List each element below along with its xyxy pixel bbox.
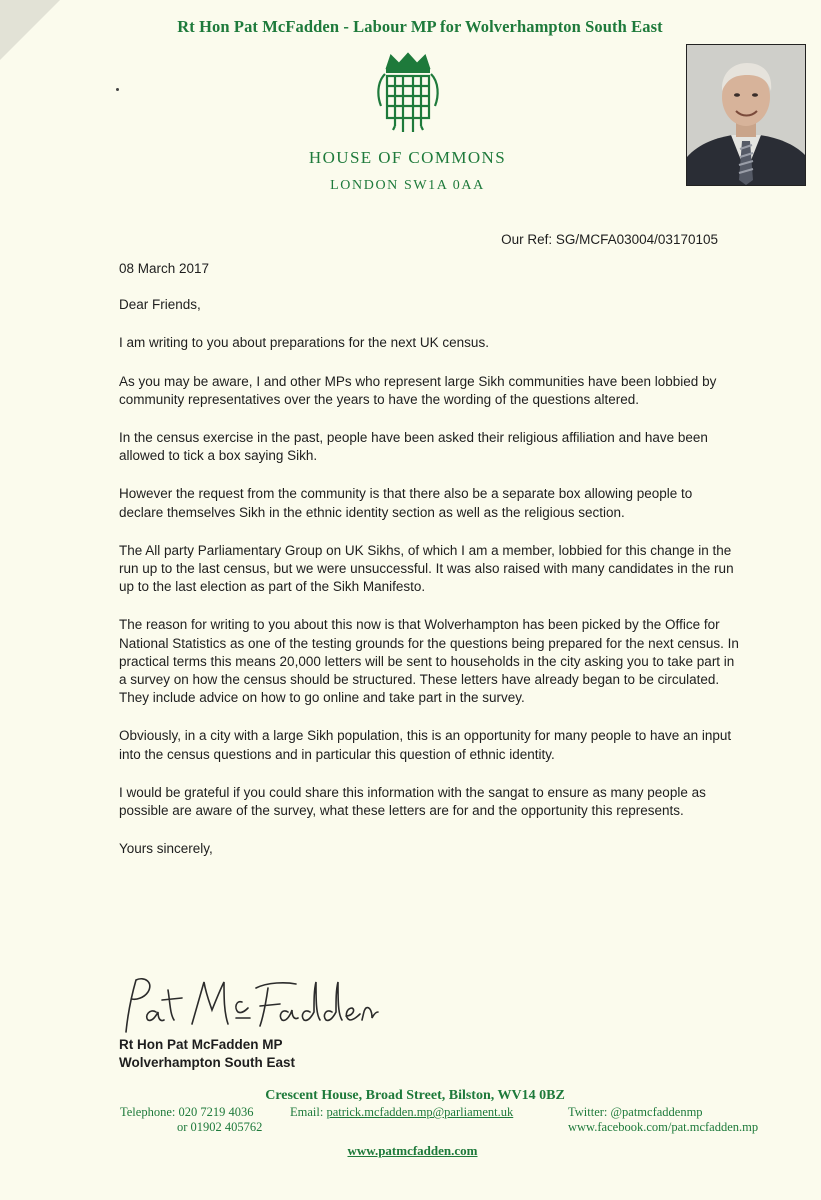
signatory-constituency: Wolverhampton South East	[119, 1055, 296, 1070]
mp-portrait-photo	[686, 44, 806, 186]
closing: Yours sincerely,	[119, 841, 213, 857]
letter-body	[119, 260, 739, 878]
paper-mark	[116, 88, 119, 91]
portrait-illustration	[687, 45, 805, 185]
paragraph: Obviously, in a city with a large Sikh population, this is an opportunity for many people to have an input into the census questions and in particular this question of ethnic identity.	[119, 728, 732, 762]
paragraph: The reason for writing to you about this now is that Wolverhampton has been picked by the Office for National Statistics as one of the testing grounds for the questions being prepared for the next census. In practical terms this means 20,000 letters will be sent to households in the city asking you to take part in a survey on how the census should be structured. These letters have already began to be circulated. They include advice on how to go online and take part in the survey.	[119, 617, 739, 706]
paragraph: The All party Parliamentary Group on UK Sikhs, of which I am a member, lobbied for this change in the run up to the last census, but we were unsuccessful. It was also raised with many candidates in the run up to the last election as part of the Sikh Manifesto.	[119, 542, 734, 595]
office-address: Crescent House, Broad Street, Bilston, WV14 0BZ	[265, 1088, 565, 1103]
website-link[interactable]: www.patmcfadden.com	[347, 1143, 478, 1158]
reference-number: Our Ref: SG/MCFA03004/03170105	[501, 232, 718, 247]
handwritten-signature	[118, 972, 380, 1038]
institution-name: HOUSE OF COMMONS	[308, 148, 507, 167]
paragraph: As you may be aware, I and other MPs who represent large Sikh communities have been lobbied by community representatives over the years to have the wording of the questions altered.	[119, 373, 717, 407]
telephone-primary: Telephone: 020 7219 4036	[120, 1105, 254, 1119]
signatory-name: Rt Hon Pat McFadden MP	[119, 1037, 283, 1052]
social-block	[568, 1105, 758, 1135]
telephone-block	[120, 1105, 262, 1135]
folded-corner	[0, 0, 60, 60]
signatory-block	[119, 1036, 295, 1072]
facebook-link[interactable]: www.facebook.com/pat.mcfadden.mp	[568, 1120, 759, 1134]
portcullis-icon	[373, 52, 443, 134]
letterhead-title: Rt Hon Pat McFadden - Labour MP for Wolverhampton South East	[177, 17, 663, 36]
institution-address: LONDON SW1A 0AA	[330, 178, 485, 193]
paragraph: I would be grateful if you could share this information with the sangat to ensure as many people as possible are aware of the survey, what these letters are for and the opportunity this represents.	[119, 784, 706, 819]
twitter-handle[interactable]: Twitter: @patmcfaddenmp	[568, 1105, 703, 1119]
paragraph: In the census exercise in the past, people have been asked their religious affiliation and have been allowed to tick a box saying Sikh.	[119, 430, 708, 464]
email-block	[290, 1105, 513, 1120]
letter-date: 08 March 2017	[119, 261, 210, 276]
paragraph: I am writing to you about preparations for the next UK census.	[119, 335, 489, 351]
email-link[interactable]: patrick.mcfadden.mp@parliament.uk	[326, 1105, 514, 1119]
telephone-secondary: or 01902 405762	[177, 1120, 263, 1134]
email-label: Email:	[290, 1105, 324, 1119]
salutation: Dear Friends,	[119, 297, 201, 313]
paragraph: However the request from the community is that there also be a separate box allowing people to declare themselves Sikh in the ethnic identity section as well as the religious section.	[119, 486, 693, 520]
